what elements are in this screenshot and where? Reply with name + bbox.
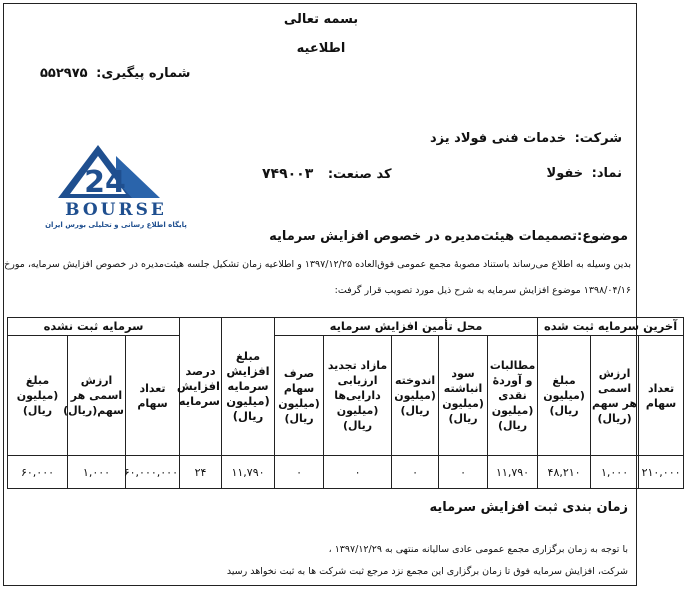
- value-increase-amount: ۱۱,۷۹۰: [222, 456, 275, 489]
- header-increase-amount: مبلغ افزایش سرمایه (میلیون ریال): [222, 318, 275, 456]
- logo-tagline: پایگاه اطلاع رسانی و تحلیلی بورس ایران: [45, 221, 187, 229]
- value-u-par-value: ۱,۰۰۰: [68, 456, 126, 489]
- header-premium: صرف سهام (میلیون ریال): [275, 336, 324, 456]
- value-amount: ۴۸,۲۱۰: [538, 456, 591, 489]
- value-increase-percent: ۲۴: [180, 456, 222, 489]
- header-increase-percent: درصد افزایش سرمایه: [180, 318, 222, 456]
- table-header-row: [8, 336, 684, 456]
- industry-code-row: [262, 166, 392, 182]
- subject-label: موضوع:: [577, 229, 628, 244]
- body-line-1: بدین وسیله به اطلاع می‌رساند باستناد مصوبهٔ مجمع عمومی فوق‌العاده ۱۳۹۷/۱۲/۲۵ و اطلاعیه زمان تشکیل جلسه هیئت‌مدیره در خصوص افزایش سرمایه، مورخ: [4, 259, 631, 270]
- industry-code-label: کد صنعت:: [327, 167, 392, 182]
- table-row: [8, 456, 684, 489]
- value-u-amount: ۶۰,۰۰۰: [8, 456, 68, 489]
- value-u-shares-count: ۶۰,۰۰۰,۰۰۰: [126, 456, 180, 489]
- logo-wordmark: BOURSE: [65, 200, 167, 220]
- company-label: شرکت:: [574, 131, 622, 146]
- header-reserves: اندوخته (میلیون ریال): [392, 336, 439, 456]
- value-reserves: ۰: [392, 456, 439, 489]
- group-funding-source: محل تأمین افزایش سرمایه: [275, 318, 538, 336]
- group-unregistered: سرمایه ثبت نشده: [8, 318, 180, 336]
- tracking-label: شماره پیگیری:: [96, 66, 191, 81]
- header-amount: مبلغ (میلیون ریال): [538, 336, 591, 456]
- company-row: [430, 131, 622, 146]
- header-receivables: مطالبات و آوردهٔ نقدی (میلیون ریال): [488, 336, 538, 456]
- subject-text: تصمیمات هیئت‌مدیره در خصوص افزایش سرمایه: [269, 229, 577, 244]
- notice-title: اطلاعیه: [296, 41, 346, 56]
- value-retained-earnings: ۰: [439, 456, 488, 489]
- svg-text:24: 24: [84, 165, 126, 200]
- industry-code-value: ۷۴۹۰۰۳: [262, 166, 314, 182]
- bourse-logo: [42, 142, 190, 234]
- schedule-line-2: شرکت، افزایش سرمایه فوق تا زمان برگزاری این مجمع نزد مرجع ثبت شرکت ها به ثبت نخواهد رسید: [226, 566, 628, 577]
- tracking-block: [40, 66, 190, 81]
- value-receivables: ۱۱,۷۹۰: [488, 456, 538, 489]
- value-premium: ۰: [275, 456, 324, 489]
- header-u-par-value: ارزش اسمی هر سهم(ریال): [68, 336, 126, 456]
- symbol-row: [547, 166, 622, 181]
- table-group-row: [8, 318, 684, 336]
- group-last-registered: آخرین سرمایه ثبت شده: [538, 318, 684, 336]
- capital-increase-table: [7, 317, 684, 489]
- header-u-shares-count: تعداد سهام: [126, 336, 180, 456]
- header-shares-count: تعداد سهام: [639, 336, 684, 456]
- basmala: بسمه تعالی: [283, 12, 359, 27]
- schedule-title: زمان بندی ثبت افزایش سرمایه: [429, 500, 628, 515]
- value-par-value: ۱,۰۰۰: [591, 456, 639, 489]
- header-retained-earnings: سود انباشته (میلیون ریال): [439, 336, 488, 456]
- company-name: خدمات فنی فولاد یزد: [429, 131, 567, 146]
- header-revaluation: مازاد تجدید ارزیابی دارایی‌ها (میلیون ریال): [324, 336, 392, 456]
- body-line-2: ۱۳۹۸/۰۴/۱۶ موضوع افزایش سرمایه به شرح ذیل مورد تصویب قرار گرفت:: [334, 285, 631, 296]
- value-shares-count: ۲۱۰,۰۰۰: [639, 456, 684, 489]
- schedule-line-1: با توجه به زمان برگزاری مجمع عمومی عادی سالیانه منتهی به ۱۳۹۷/۱۲/۲۹ ،: [328, 544, 628, 555]
- subject-row: [269, 229, 628, 244]
- symbol-value: خفولا: [546, 166, 584, 181]
- header-par-value: ارزش اسمی هر سهم (ریال): [591, 336, 639, 456]
- tracking-number: ۵۵۲۹۷۵: [40, 66, 88, 81]
- symbol-label: نماد:: [591, 166, 622, 181]
- header-u-amount: مبلغ (میلیون ریال): [8, 336, 68, 456]
- value-revaluation: ۰: [324, 456, 392, 489]
